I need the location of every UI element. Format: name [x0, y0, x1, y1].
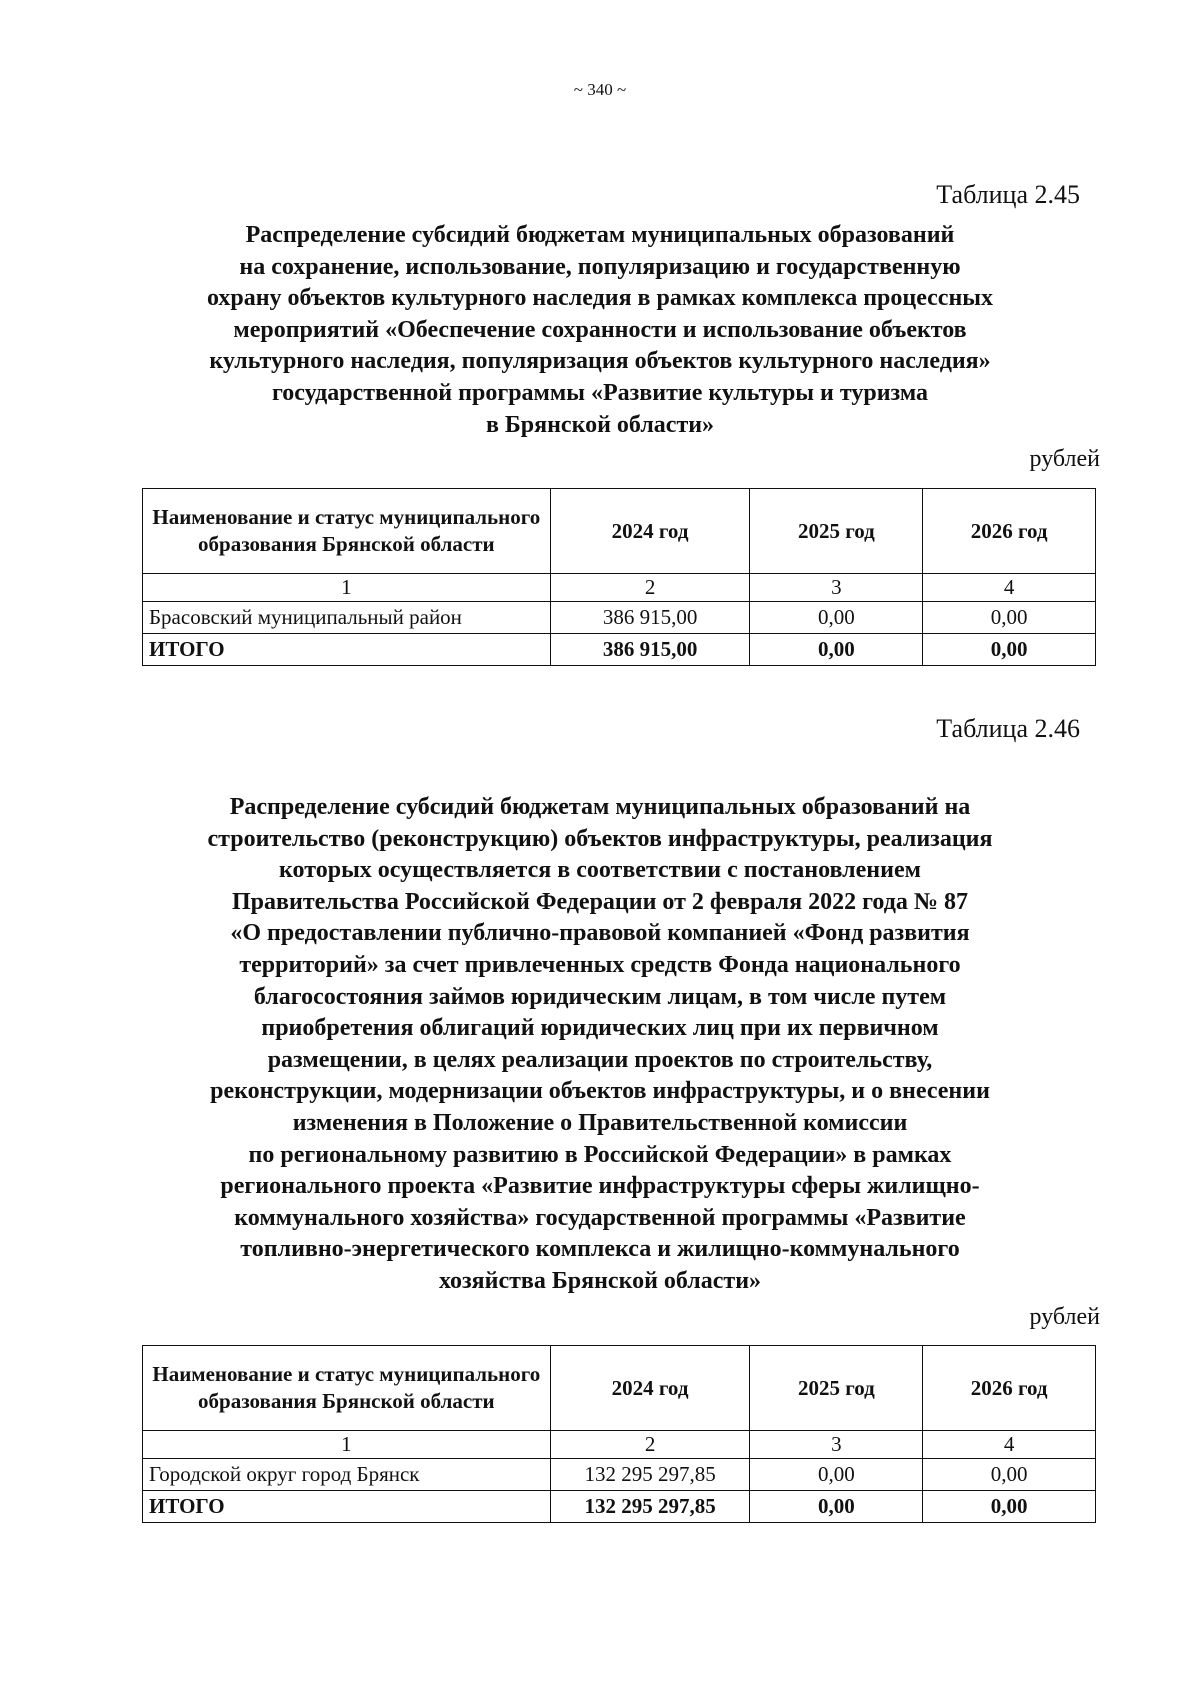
total-2024: 132 295 297,85 [550, 1491, 750, 1523]
table-header-row [143, 1346, 1096, 1431]
total-2025: 0,00 [750, 634, 923, 666]
header-2026: 2026 год [923, 489, 1096, 574]
municipality-name: Городской округ город Брянск [143, 1459, 551, 1491]
table-row [143, 602, 1096, 634]
column-numbers-row [143, 574, 1096, 602]
units-label: рублей [1029, 446, 1100, 472]
table-row [143, 1459, 1096, 1491]
title-line: Распределение субсидий бюджетам муниципальных образований [245, 222, 955, 248]
total-row [143, 1491, 1096, 1523]
column-number: 2 [550, 574, 750, 602]
header-2025: 2025 год [750, 489, 923, 574]
title-line: в Брянской области» [485, 411, 715, 438]
header-municipality: Наименование и статус муниципального образования Брянской области [143, 1346, 551, 1431]
total-2026: 0,00 [923, 1491, 1096, 1523]
subsidy-table [142, 488, 1096, 666]
title-line: строительство (реконструкцию) объектов инфраструктуры, реализация [207, 825, 993, 852]
title-line: реконструкции, модернизации объектов инфраструктуры, и о внесении [210, 1078, 990, 1105]
title-line: на сохранение, использование, популяризацию и государственную [239, 253, 961, 280]
column-number: 3 [750, 574, 923, 602]
title-line: мероприятий «Обеспечение сохранности и использование объектов [233, 316, 967, 343]
header-2024: 2024 год [550, 1346, 750, 1431]
amount-2024: 132 295 297,85 [550, 1459, 750, 1491]
amount-2024: 386 915,00 [550, 602, 750, 634]
table-header-row [143, 489, 1096, 574]
title-line: топливно-энергетического комплекса и жилищно-коммунального [240, 1236, 960, 1263]
subsidy-table [142, 1345, 1096, 1523]
title-line: приобретения облигаций юридических лиц при их первичном [261, 1015, 939, 1042]
page-number: ~ 340 ~ [573, 80, 627, 99]
title-line: изменения в Положение о Правительственной комиссии [292, 1109, 908, 1136]
title-line: регионального проекта «Развитие инфраструктуры сферы жилищно- [220, 1173, 980, 1200]
total-row [143, 634, 1096, 666]
total-2026: 0,00 [923, 634, 1096, 666]
header-2025: 2025 год [750, 1346, 923, 1431]
table-label: Таблица 2.46 [936, 714, 1080, 743]
title-line: государственной программы «Развитие культуры и туризма [271, 379, 929, 406]
column-number: 4 [923, 574, 1096, 602]
municipality-name: Брасовский муниципальный район [143, 602, 551, 634]
header-2026: 2026 год [923, 1346, 1096, 1431]
title-line: Распределение субсидий бюджетам муниципальных образований на [229, 794, 971, 820]
units-label: рублей [1029, 1304, 1100, 1330]
total-2024: 386 915,00 [550, 634, 750, 666]
title-line: «О предоставлении публично-правовой компанией «Фонд развития [230, 920, 970, 947]
header-2024: 2024 год [550, 489, 750, 574]
table-title [130, 220, 1070, 441]
table-label: Таблица 2.45 [936, 180, 1080, 209]
title-line: благосостояния займов юридическим лицам, в том числе путем [253, 983, 947, 1010]
column-number: 4 [923, 1431, 1096, 1459]
amount-2025: 0,00 [750, 602, 923, 634]
title-line: Правительства Российской Федерации от 2 февраля 2022 года № 87 [232, 888, 968, 915]
header-municipality: Наименование и статус муниципального образования Брянской области [143, 489, 551, 574]
total-2025: 0,00 [750, 1491, 923, 1523]
column-numbers-row [143, 1431, 1096, 1459]
column-number: 1 [143, 1431, 551, 1459]
title-line: по региональному развитию в Российской Федерации» в рамках [248, 1141, 952, 1168]
title-line: коммунального хозяйства» государственной программы «Развитие [234, 1204, 966, 1231]
title-line: территорий» за счет привлеченных средств Фонда национального [239, 951, 961, 978]
title-line: культурного наследия, популяризация объектов культурного наследия» [209, 348, 991, 375]
table-title [130, 792, 1070, 1298]
column-number: 1 [143, 574, 551, 602]
amount-2025: 0,00 [750, 1459, 923, 1491]
title-line: размещении, в целях реализации проектов по строительству, [267, 1046, 933, 1073]
amount-2026: 0,00 [923, 1459, 1096, 1491]
total-label: ИТОГО [143, 1491, 551, 1523]
column-number: 2 [550, 1431, 750, 1459]
title-line: хозяйства Брянской области» [438, 1267, 762, 1294]
column-number: 3 [750, 1431, 923, 1459]
amount-2026: 0,00 [923, 602, 1096, 634]
title-line: которых осуществляется в соответствии с постановлением [279, 857, 921, 884]
total-label: ИТОГО [143, 634, 551, 666]
title-line: охрану объектов культурного наследия в рамках комплекса процессных [206, 285, 994, 312]
